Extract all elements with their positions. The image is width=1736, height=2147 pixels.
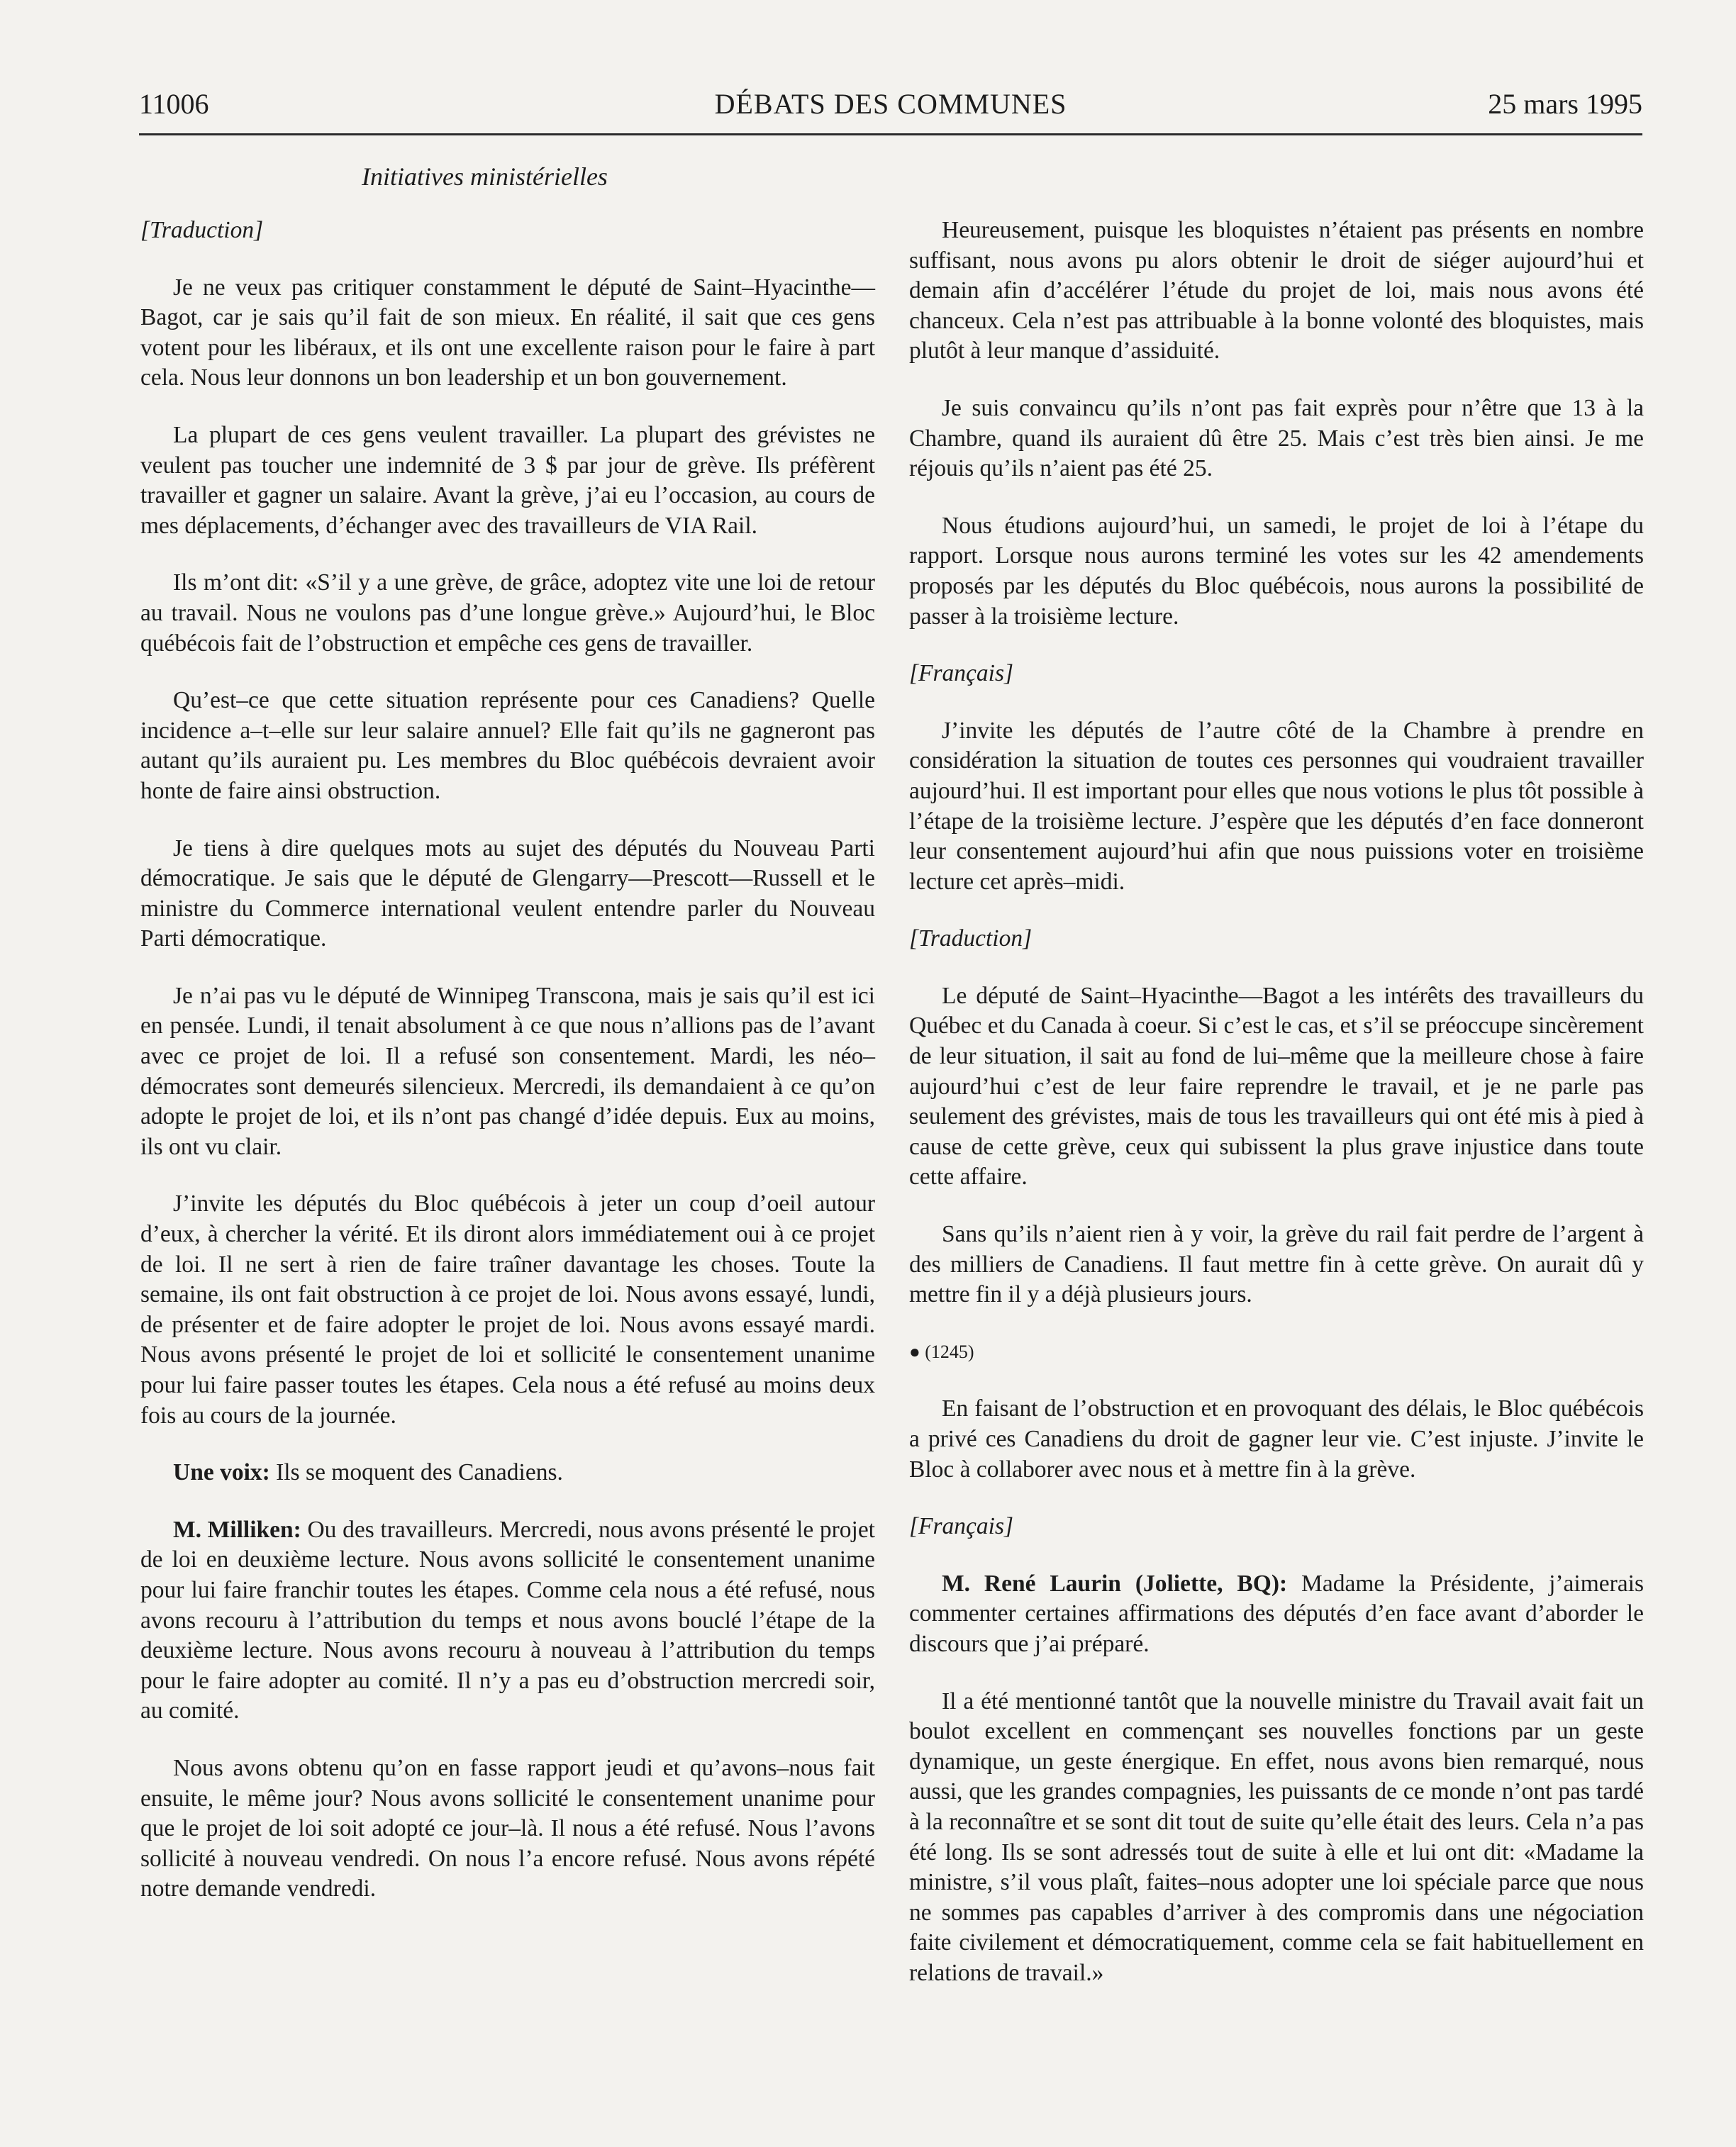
speech-paragraph [140, 1458, 875, 1488]
speaker-name: Une voix: [173, 1459, 270, 1486]
language-tag: [Français] [909, 660, 1014, 687]
language-tag: [Traduction] [909, 925, 1033, 952]
paragraph: En faisant de l’obstruction et en provoquant des délais, le Bloc québécois a privé ces Canadiens du droit de gagner leur vie. C’est injuste. J’invite le Bloc à collaborer avec nous et à mettre fin à la grève. [909, 1395, 1644, 1483]
right-column [909, 216, 1644, 2016]
time-marker: ● (1245) [909, 1341, 974, 1362]
publication-title: DÉBATS DES COMMUNES [714, 88, 1067, 120]
paragraph: Il a été mentionné tantôt que la nouvelle ministre du Travail avait fait un boulot excellent en commençant ses nouvelles fonctions par un geste dynamique, un geste énergique. En effet, nous avons bien remarqué, nous aussi, que les grandes compagnies, les puissants de ce monde n’ont pas tardé à la reconnaître et se sont dit tout de suite qu’elle était des leurs. Cela n’a pas été long. Ils se sont adressés tout de suite à elle et lui ont dit: «Madame la ministre, s’il vous plaît, faites–nous adopter une loi spéciale parce que nous ne sommes pas capables d’arriver à des compromis dans une négociation faite civilement et démocratiquement, comme cela se fait habituellement en relations de travail.» [909, 1688, 1644, 1986]
paragraph: Sans qu’ils n’aient rien à y voir, la grève du rail fait perdre de l’argent à des milliers de Canadiens. Il faut mettre fin à cette grève. On aurait dû y mettre fin il y a déjà plusieurs jours. [909, 1221, 1644, 1308]
speech-text: Ils se moquent des Canadiens. [269, 1459, 563, 1486]
paragraph: J’invite les députés de l’autre côté de la Chambre à prendre en considération la situation de toutes ces personnes qui voudraient travailler aujourd’hui. Il est important pour elles que nous votions le plus tôt possible à l’étape de la troisième lecture. J’espère que les députés d’en face donneront leur consentement aujourd’hui afin que nous puissions voter en troisième lecture cet après–midi. [909, 717, 1644, 895]
speech-paragraph [140, 1515, 875, 1727]
speaker-name: M. René Laurin (Joliette, BQ): [942, 1570, 1288, 1597]
paragraph: Je suis convaincu qu’ils n’ont pas fait exprès pour n’être que 13 à la Chambre, quand ils auraient dû être 25. Mais c’est très bien ainsi. Je me réjouis qu’ils n’aient pas été 25. [909, 394, 1644, 482]
paragraph: Nous avons obtenu qu’on en fasse rapport jeudi et qu’avons–nous fait ensuite, le même jour? Nous avons sollicité le consentement unanime pour que le projet de loi soit adopté ce jour–là. Il nous a été refusé. Nous l’avons sollicité à nouveau vendredi. On nous l’a encore refusé. Nous avons répété notre demande vendredi. [140, 1754, 875, 1902]
speaker-name: M. Milliken: [173, 1516, 301, 1543]
speech-paragraph [909, 1569, 1644, 1660]
language-tag: [Traduction] [140, 217, 264, 243]
paragraph: Heureusement, puisque les bloquistes n’étaient pas présents en nombre suffisant, nous avons pu alors obtenir le droit de siéger aujourd’hui et demain afin d’accélérer l’étude du projet de loi, mais nous avons été chanceux. Cela n’est pas attribuable à la bonne volonté des bloquistes, mais plutôt à leur manque d’assiduité. [909, 217, 1644, 364]
speech-text: Ou des travailleurs. Mercredi, nous avons présenté le projet de loi en deuxième lecture. Nous avons sollicité le consentement unanime pour lui faire franchir toutes les étapes. Comme cela nous a été refusé, nous avons recouru à l’attribution du temps et nous avons bouclé l’étape de la deuxième lecture. Nous avons recouru à nouveau à l’attribution du temps pour le faire adopter au comité. Il n’y a pas eu d’obstruction mercredi soir, au comité. [140, 1516, 875, 1724]
page-number: 11006 [139, 88, 209, 120]
paragraph: J’invite les députés du Bloc québécois à jeter un coup d’oeil autour d’eux, à chercher la vérité. Et ils diront alors immédiatement oui à ce projet de loi. Il ne sert à rien de faire traîner davantage les choses. Toute la semaine, ils ont fait obstruction à ce projet de loi. Nous avons essayé, lundi, de présenter et de faire adopter le projet de loi. Nous avons essayé mardi. Nous avons présenté le projet de loi et sollicité le consentement unanime pour lui faire passer toutes les étapes. Cela nous a été refusé au moins deux fois au cours de la journée. [140, 1190, 875, 1429]
page-header [139, 87, 1642, 135]
paragraph: Nous étudions aujourd’hui, un samedi, le projet de loi à l’étape du rapport. Lorsque nous aurons terminé les votes sur les 42 amendements proposés par les députés du Bloc québécois, nous aurons la possibilité de passer à la troisième lecture. [909, 512, 1644, 630]
publication-date: 25 mars 1995 [1488, 88, 1642, 120]
section-title: Initiatives ministérielles [362, 162, 608, 191]
paragraph: La plupart de ces gens veulent travailler. La plupart des grévistes ne veulent pas toucher une indemnité de 3 $ par jour de grève. Ils préfèrent travailler et gagner un salaire. Avant la grève, j’ai eu l’occasion, au cours de mes déplacements, d’échanger avec des travailleurs de VIA Rail. [140, 421, 875, 539]
paragraph: Qu’est–ce que cette situation représente pour ces Canadiens? Quelle incidence a–t–elle sur leur salaire annuel? Elle fait qu’ils ne gagneront pas autant qu’ils auraient pu. Les membres du Bloc québécois devraient avoir honte de faire ainsi obstruction. [140, 687, 875, 804]
speech-text: Madame la Présidente, j’aimerais commenter certaines affirmations des députés d’en face avant d’aborder le discours que j’ai préparé. [909, 1570, 1645, 1657]
paragraph: Je n’ai pas vu le député de Winnipeg Transcona, mais je sais qu’il est ici en pensée. Lundi, il tenait absolument à ce que nous n’allions pas de l’avant avec ce projet de loi. Il a refusé son consentement. Mardi, les néo–démocrates sont demeurés silencieux. Mercredi, ils demandaient à ce qu’on adopte le projet de loi, et ils n’ont pas changé d’idée depuis. Eux au moins, ils ont vu clair. [140, 982, 875, 1160]
paragraph: Je tiens à dire quelques mots au sujet des députés du Nouveau Parti démocratique. Je sais que le député de Glengarry—Prescott—Russell et le ministre du Commerce international veulent entendre parler du Nouveau Parti démocratique. [140, 835, 875, 952]
paragraph: Le député de Saint–Hyacinthe—Bagot a les intérêts des travailleurs du Québec et du Canada à coeur. Si c’est le cas, et s’il se préoccupe sincèrement de leur situation, il sait au fond de lui–même que la meilleure chose à faire aujourd’hui c’est de leur faire reprendre le travail, et je ne parle pas seulement des grévistes, mais de tous les travailleurs qui ont été mis à pied à cause de cette grève, ceux qui subissent la plus grave injustice dans toute cette affaire. [909, 982, 1644, 1190]
left-column [140, 216, 875, 1931]
language-tag: [Français] [909, 1513, 1014, 1540]
paragraph: Je ne veux pas critiquer constamment le député de Saint–Hyacinthe—Bagot, car je sais qu’il fait de son mieux. En réalité, il sait que ces gens votent pour les libéraux, et ils ont une excellente raison pour le faire à part cela. Nous leur donnons un bon leadership et un bon gouvernement. [140, 274, 875, 391]
paragraph: Ils m’ont dit: «S’il y a une grève, de grâce, adoptez vite une loi de retour au travail. Nous ne voulons pas d’une longue grève.» Aujourd’hui, le Bloc québécois fait de l’obstruction et empêche ces gens de travailler. [140, 569, 875, 657]
